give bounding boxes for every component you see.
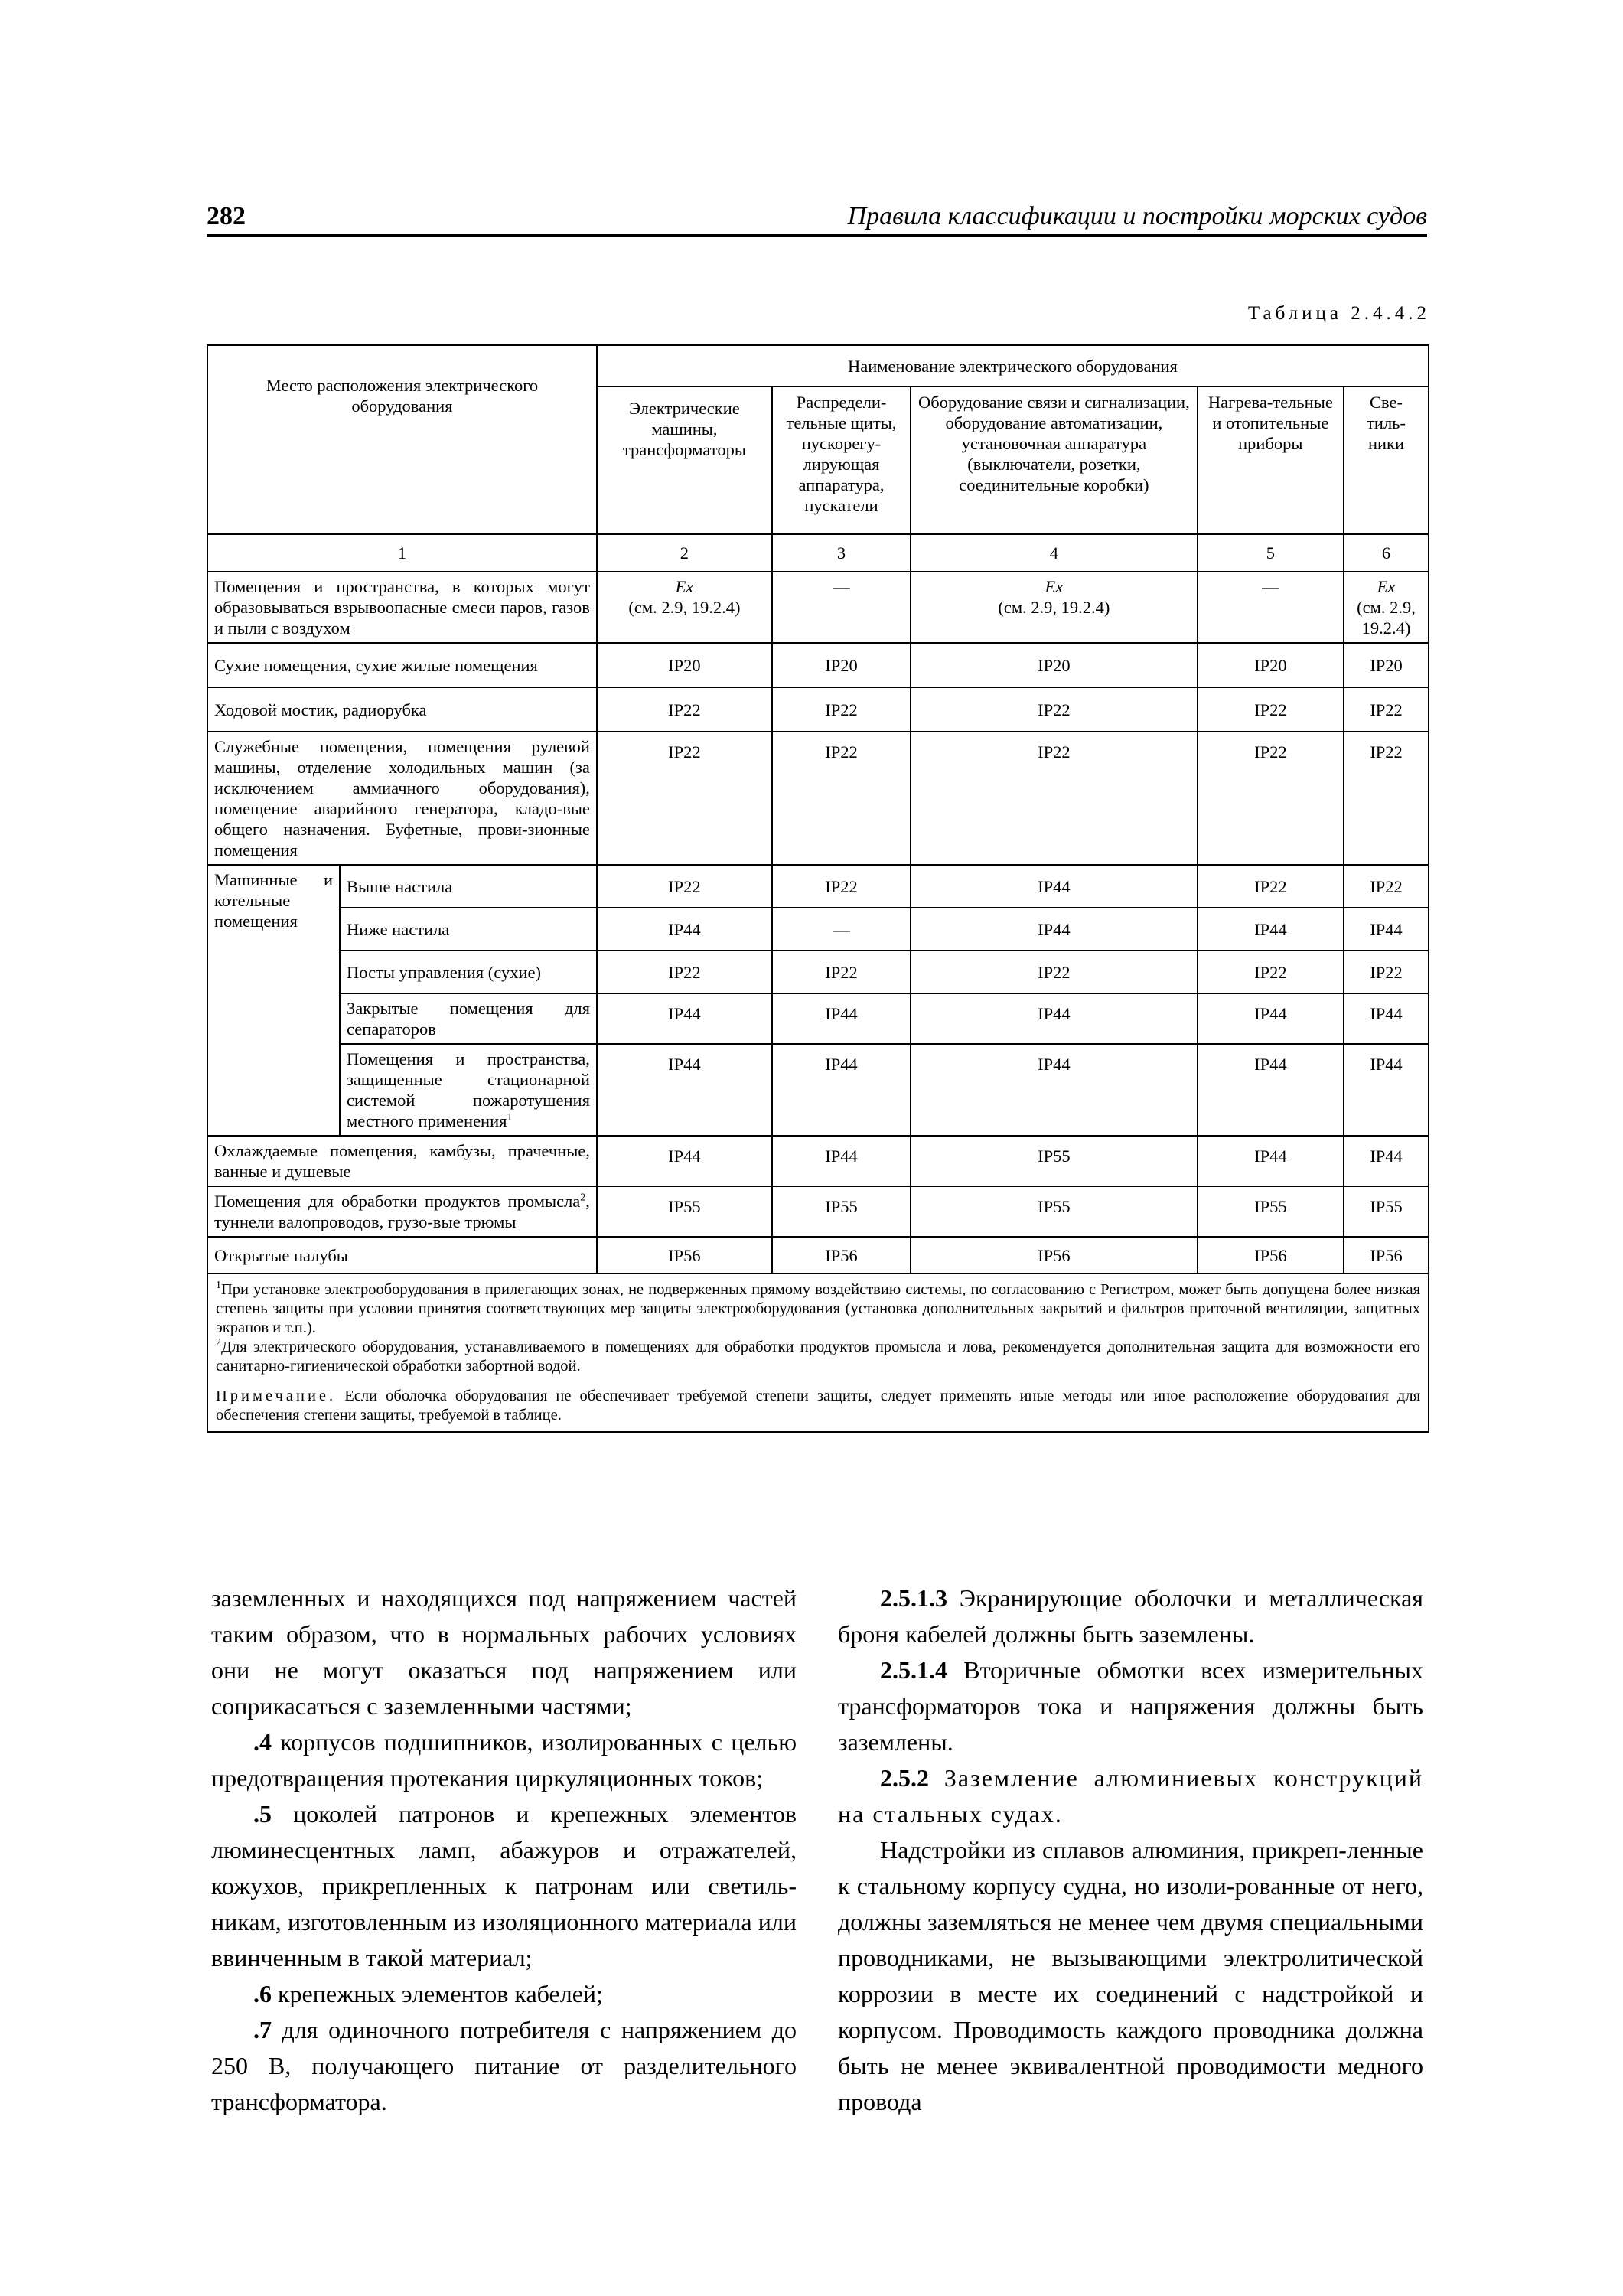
- row-value: IP55: [911, 1136, 1198, 1186]
- column-number: 2: [597, 534, 772, 572]
- running-title: Правила классификации и постройки морских судов: [847, 202, 1427, 230]
- paragraph: Надстройки из сплавов алюминия, прикреп-ленные к стальному корпусу судна, но изоли-рованные от него, должны заземляться не менее чем двумя специальными проводниками, не вызывающими электролитической коррозии в месте их соединений с надстройкой и корпусом. Проводимость каждого проводника должна быть не менее эквивалентной проводимости медного провода: [838, 1836, 1423, 2115]
- row-value: IP22: [1344, 865, 1429, 908]
- row-value: IP22: [1198, 732, 1344, 865]
- group-place-machinery: Машинные и котельные помещения: [207, 865, 340, 1136]
- page-number: 282: [207, 202, 246, 230]
- row-value: IP55: [1344, 1186, 1429, 1237]
- row-value: IP55: [911, 1186, 1198, 1237]
- row-value: IP44: [1198, 993, 1344, 1044]
- paragraph: 2.5.1.3 Экранирующие оболочки и металлическая броня кабелей должны быть заземлены.: [838, 1584, 1423, 1648]
- row-value: IP44: [597, 1044, 772, 1136]
- row-place: Помещения и пространства, защищенные стационарной системой пожаротушения местного применения$^1$: [340, 1044, 597, 1136]
- page-header: [207, 201, 1427, 237]
- footnotes-row: [207, 1274, 1429, 1432]
- table-row: [207, 951, 1429, 993]
- row-value: IP56: [597, 1237, 772, 1274]
- equipment-header: Наименование электрического оборудования: [597, 345, 1429, 386]
- row-value: IP22: [911, 687, 1198, 732]
- paragraph: заземленных и находящихся под напряжением частей таким образом, что в нормальных рабочих условиях они не могут оказаться под напряжением или соприкасаться с заземленными частями;: [211, 1584, 797, 1720]
- row-value: IP56: [772, 1237, 911, 1274]
- row-value: IP22: [597, 687, 772, 732]
- row-value: IP22: [772, 687, 911, 732]
- row-value: IP22: [1198, 951, 1344, 993]
- row-value: IP22: [1344, 687, 1429, 732]
- row-value: IP56: [1344, 1237, 1429, 1274]
- row-place: Охлаждаемые помещения, камбузы, прачечные, ванные и душевые: [207, 1136, 597, 1186]
- row-place: Ниже настила: [340, 908, 597, 951]
- column-number: 5: [1198, 534, 1344, 572]
- column-number: 4: [911, 534, 1198, 572]
- table-row: [207, 908, 1429, 951]
- row-value: —: [772, 572, 911, 643]
- row-value: IP44: [911, 1044, 1198, 1136]
- row-value: Ex (см. 2.9, 19.2.4): [1344, 572, 1429, 643]
- row-place: Служебные помещения, помещения рулевой машины, отделение холодильных машин (за исключением аммиачного оборудования), помещение аварийного генератора, кладо-вые общего назначения. Буфетные, прови-зионные помещения: [207, 732, 597, 865]
- col-header-heaters: Нагрева-тельные и отопительные приборы: [1198, 386, 1344, 534]
- paragraph: 2.5.1.4 Вторичные обмотки всех измерительных трансформаторов тока и напряжения должны быть заземлены.: [838, 1656, 1423, 1756]
- row-value: IP20: [772, 643, 911, 687]
- row-place: Сухие помещения, сухие жилые помещения: [207, 643, 597, 687]
- col-header-switchboards: Распредели-тельные щиты, пускорегу-лирующая аппаратура, пускатели: [772, 386, 911, 534]
- table-row: [207, 732, 1429, 865]
- row-place: Помещения и пространства, в которых могут образовываться взрывоопасные смеси паров, газов и пыли с воздухом: [207, 572, 597, 643]
- row-value: IP20: [911, 643, 1198, 687]
- row-place: Выше настила: [340, 865, 597, 908]
- table-note: Примечание. Если оболочка оборудования не обеспечивает требуемой степени защиты, следует применять иные методы или иное расположение оборудования для обеспечения степени защиты, требуемой в таблице.: [216, 1388, 1420, 1424]
- row-value: IP55: [597, 1186, 772, 1237]
- row-value: IP22: [1344, 951, 1429, 993]
- header-row: [207, 345, 1429, 386]
- row-value: —: [1198, 572, 1344, 643]
- table-row: [207, 993, 1429, 1044]
- row-value: Ex (см. 2.9, 19.2.4): [597, 572, 772, 643]
- row-value: IP44: [772, 1136, 911, 1186]
- row-value: —: [772, 908, 911, 951]
- column-number: 6: [1344, 534, 1429, 572]
- row-value: IP44: [1198, 1044, 1344, 1136]
- row-value: IP44: [911, 993, 1198, 1044]
- row-value: IP44: [597, 1136, 772, 1186]
- column-number: 1: [207, 534, 597, 572]
- row-place: Посты управления (сухие): [340, 951, 597, 993]
- column-numbers-row: [207, 534, 1429, 572]
- paragraph: .7 для одиночного потребителя с напряжением до 250 В, получающего питание от разделительного трансформатора.: [211, 2016, 797, 2115]
- table-row: [207, 687, 1429, 732]
- row-value: IP22: [1198, 687, 1344, 732]
- protection-table: [207, 344, 1429, 1433]
- row-value: IP44: [597, 908, 772, 951]
- row-value: IP56: [911, 1237, 1198, 1274]
- row-value: IP20: [597, 643, 772, 687]
- right-text-column: [838, 1580, 1423, 2120]
- table-row: [207, 572, 1429, 643]
- row-value: IP55: [772, 1186, 911, 1237]
- col-header-machines: Электрические машины, трансформаторы: [597, 386, 772, 534]
- row-value: IP44: [772, 1044, 911, 1136]
- row-value: IP22: [597, 865, 772, 908]
- row-value: IP22: [772, 951, 911, 993]
- table-row: [207, 1237, 1429, 1274]
- footnote-2: $^2$Для электрического оборудования, устанавливаемого в помещениях для обработки продуктов промысла и лова, рекомендуется дополнительная защита для возможности его санитарно-гигиенической обработки забортной водой.: [216, 1337, 1420, 1375]
- row-value: IP22: [911, 732, 1198, 865]
- paragraph: .6 крепежных элементов кабелей;: [253, 1980, 603, 2007]
- row-value: Ex (см. 2.9, 19.2.4): [911, 572, 1198, 643]
- row-place: Открытые палубы: [207, 1237, 597, 1274]
- row-value: IP44: [597, 993, 772, 1044]
- row-value: IP22: [772, 865, 911, 908]
- row-value: IP22: [1344, 732, 1429, 865]
- row-value: IP44: [1344, 1136, 1429, 1186]
- left-text-column: [211, 1580, 797, 2120]
- col-header-communication: Оборудование связи и сигнализации, оборудование автоматизации, установочная аппаратура (выключатели, розетки, соединительные коробки): [911, 386, 1198, 534]
- row-value: IP44: [911, 908, 1198, 951]
- row-value: IP44: [1198, 1136, 1344, 1186]
- row-value: IP44: [772, 993, 911, 1044]
- row-place: Ходовой мостик, радиорубка: [207, 687, 597, 732]
- row-value: IP22: [911, 951, 1198, 993]
- col-header-luminaires: Све-тиль-ники: [1344, 386, 1429, 534]
- row-place: Помещения для обработки продуктов промысла$^2$, туннели валопроводов, грузо-вые трюмы: [207, 1186, 597, 1237]
- table-row: [207, 1136, 1429, 1186]
- table-row: [207, 865, 1429, 908]
- row-value: IP20: [1344, 643, 1429, 687]
- row-value: IP22: [772, 732, 911, 865]
- row-value: IP22: [1198, 865, 1344, 908]
- row-value: IP20: [1198, 643, 1344, 687]
- row-value: IP44: [911, 865, 1198, 908]
- table-row: [207, 643, 1429, 687]
- row-value: IP44: [1344, 993, 1429, 1044]
- table-row: [207, 1186, 1429, 1237]
- row-value: IP56: [1198, 1237, 1344, 1274]
- footnote-1: $^1$При установке электрооборудования в прилегающих зонах, не подверженных прямому воздействию системы, по согласованию с Регистром, может быть допущена более низкая степень защиты при условии принятия соответствующих мер защиты электрооборудования (установка дополнительных закрытий и фильтров приточной вентиляции, защитных экранов и т.п.).: [216, 1280, 1420, 1336]
- row-value: IP22: [597, 951, 772, 993]
- table-row: [207, 1044, 1429, 1136]
- row-value: IP44: [1344, 908, 1429, 951]
- row-value: IP44: [1198, 908, 1344, 951]
- row-value: IP44: [1344, 1044, 1429, 1136]
- table-footnotes: [207, 1274, 1429, 1432]
- paragraph: .4 корпусов подшипников, изолированных с целью предотвращения протекания циркуляционных токов;: [211, 1728, 797, 1792]
- column-number: 3: [772, 534, 911, 572]
- section-heading: 2.5.2 Заземление алюминиевых конструкций на стальных судах.: [838, 1764, 1423, 1828]
- row-value: IP22: [597, 732, 772, 865]
- paragraph: .5 цоколей патронов и крепежных элементов люминесцентных ламп, абажуров и отражателей, кожухов, прикрепленных к патронам или светиль-никам, изготовленным из изоляционного материала или ввинченным в такой материал;: [211, 1800, 797, 1971]
- table-caption: Таблица 2.4.4.2: [1247, 303, 1430, 324]
- row-place: Закрытые помещения для сепараторов: [340, 993, 597, 1044]
- location-header: Место расположения электрического оборудования: [207, 345, 597, 534]
- row-value: IP55: [1198, 1186, 1344, 1237]
